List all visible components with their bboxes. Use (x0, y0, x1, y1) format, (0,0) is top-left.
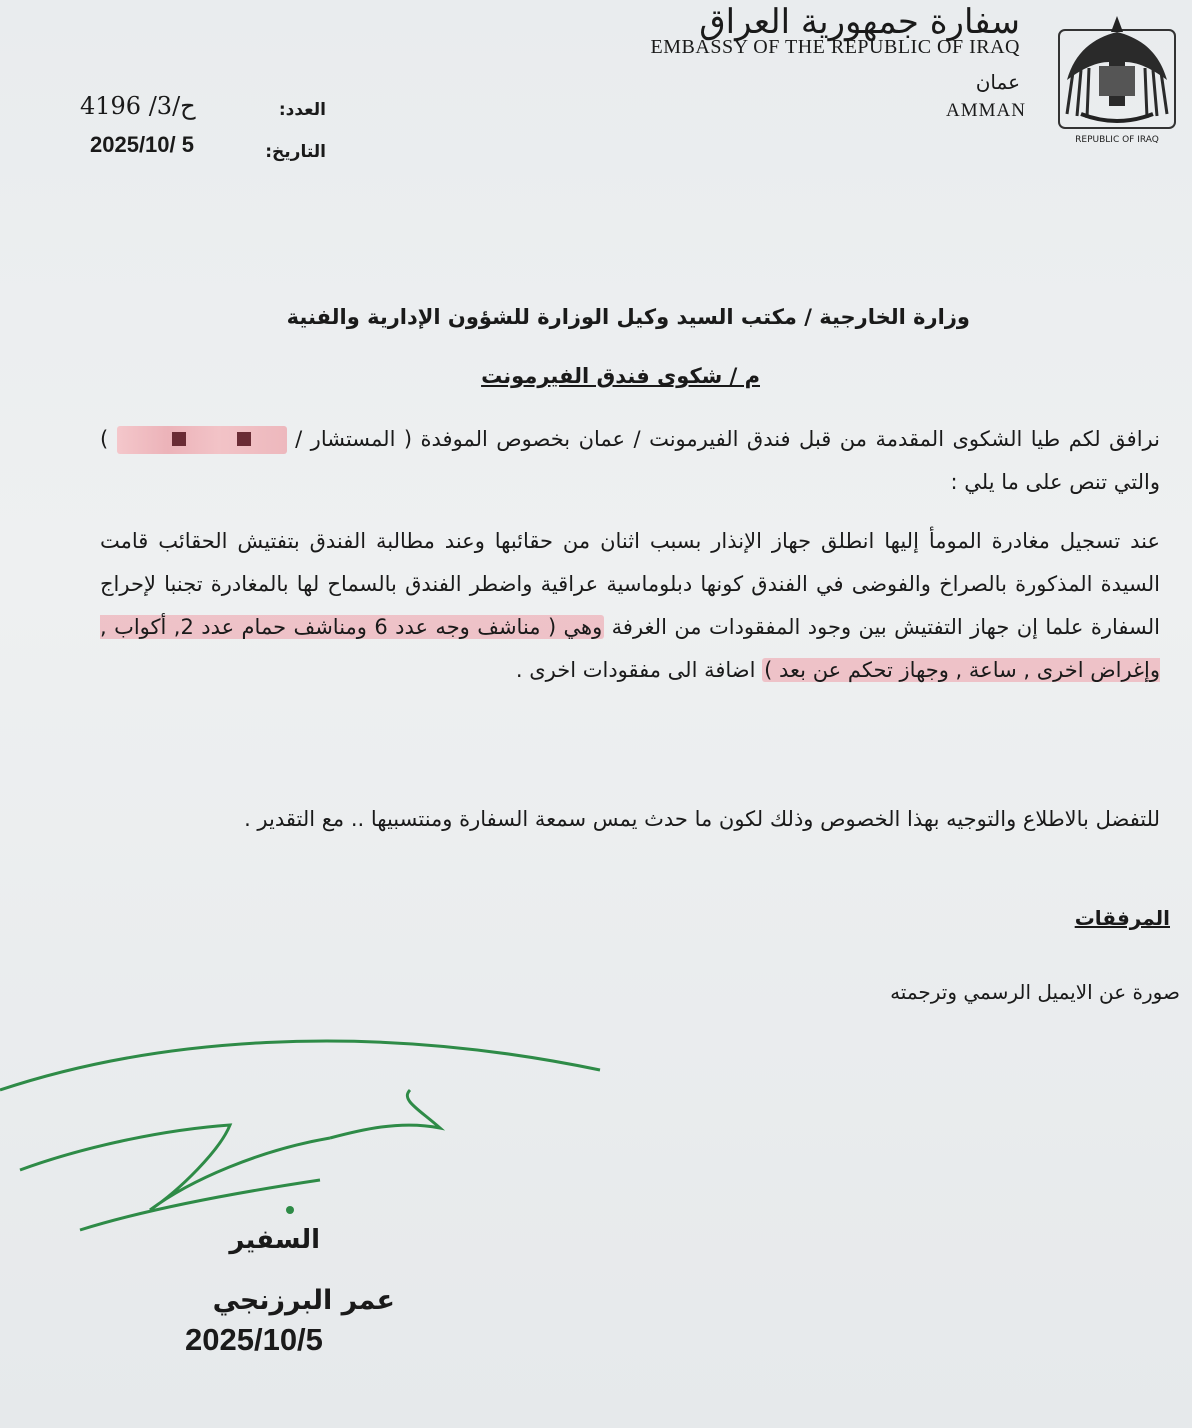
addressee: وزارة الخارجية / مكتب السيد وكيل الوزارة للشؤون الإدارية والفنية (286, 305, 970, 329)
reference-date-value: 2025/10/ 5 (90, 132, 194, 157)
ambassador-name: عمر البرزنجي (212, 1285, 395, 1316)
embassy-name-english: EMBASSY OF THE REPUBLIC OF IRAQ (650, 36, 1020, 58)
handwritten-signature (0, 1030, 620, 1250)
city-arabic: عمان (975, 70, 1020, 94)
svg-text:REPUBLIC OF IRAQ: REPUBLIC OF IRAQ (1075, 135, 1159, 145)
subject-line: م / شكوى فندق الفيرمونت (481, 364, 760, 388)
paragraph-intro-text-end: ) والتي تنص على ما يلي : (100, 427, 1160, 494)
paragraph-intro-text: نرافق لكم طيا الشكوى المقدمة من قبل فندق الفيرمونت / عمان بخصوص الموفدة ( المستشار / (295, 427, 1160, 451)
paragraph-closing: للتفضل بالاطلاع والتوجيه بهذا الخصوص وذلك لكون ما حدث يمس سمعة السفارة ومنتسبيها .. مع التقدير . (244, 807, 1160, 831)
iraq-emblem-icon (1053, 2, 1181, 150)
city-english: AMMAN (946, 100, 1026, 121)
attachments-item: صورة عن الايميل الرسمي وترجمته (890, 980, 1180, 1004)
ambassador-title: السفير (229, 1225, 320, 1255)
signature-date: 2025/10/5 (185, 1322, 323, 1357)
reference-number-label: العدد: (278, 100, 326, 120)
paragraph-complaint-text-end: اضافة الى مفقودات اخرى . (515, 658, 756, 682)
paragraph-complaint-text: عند تسجيل مغادرة المومأ إليها انطلق جهاز الإنذار بسبب اثنان من حقائبها وعند مطالبة الفندق بتفتيش الحقائب قامت السيدة المذكورة بالصراخ والفوضى في الفندق كونها دبلوماسية عراقية واضطر الفندق بالسماح لها بالمغادرة تجنبا لإحراج السفارة علما إن جهاز التفتيش بين وجود المفقودات من الغرفة (100, 529, 1160, 639)
embassy-name-arabic: سفارة جمهورية العراق (699, 2, 1020, 42)
redacted-name-block (117, 426, 287, 454)
attachments-label: المرفقات (1074, 906, 1170, 930)
highlighted-missing-items: وهي ( مناشف وجه عدد 6 ومناشف حمام عدد 2, أكواب , وإغراض اخرى , ساعة , وجهاز تحكم عن بعد ) (100, 615, 1160, 682)
reference-number-value: ح/3/ 4196 (80, 92, 196, 120)
paragraph-complaint (100, 520, 1160, 692)
paragraph-intro (100, 418, 1160, 504)
reference-date-label: التاريخ: (265, 142, 326, 162)
